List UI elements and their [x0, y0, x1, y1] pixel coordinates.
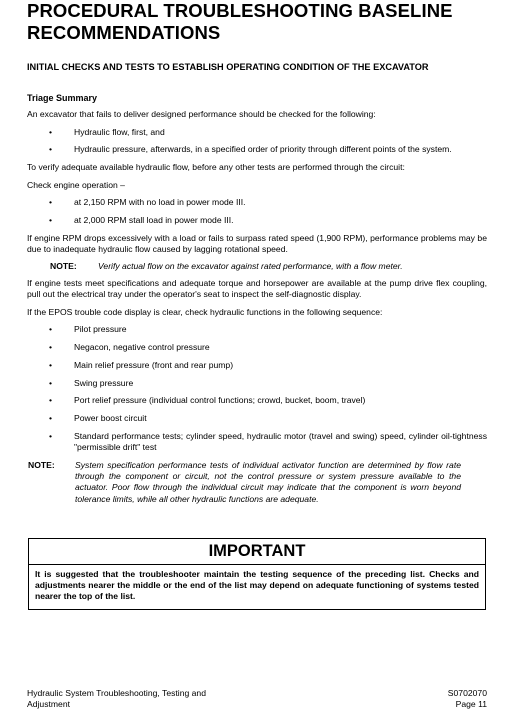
bullet-icon: • — [49, 430, 53, 441]
list-item: • Hydraulic flow, first, and — [49, 126, 165, 137]
bullet-icon: • — [49, 341, 53, 352]
note-performance-tests — [27, 460, 487, 505]
bullet-icon: • — [49, 126, 53, 137]
section-subheading: INITIAL CHECKS AND TESTS TO ESTABLISH OPERATING CONDITION OF THE EXCAVATOR — [27, 62, 429, 72]
list-item: • Negacon, negative control pressure — [49, 341, 210, 352]
triage-heading: Triage Summary — [27, 93, 98, 103]
footer-title-line: Hydraulic System Troubleshooting, Testing and — [27, 688, 206, 698]
list-item: • Main relief pressure (front and rear pump) — [49, 359, 234, 370]
bullet-icon: • — [49, 395, 53, 406]
bullet-icon: • — [49, 413, 53, 424]
footer-doc-code: S0702070 — [447, 688, 487, 698]
list-item: • Pilot pressure — [49, 324, 127, 335]
important-heading: IMPORTANT — [29, 539, 485, 565]
list-item: • Hydraulic pressure, afterwards, in a specified order of priority through different points of the system. — [49, 144, 452, 155]
list-item: • Standard performance tests; cylinder speed, hydraulic motor (travel and swing) speed, cylinder oil-tightness "permissible drift" test — [49, 430, 487, 453]
footer-title-line: Adjustment — [27, 699, 70, 709]
list-item: • Port relief pressure (individual control functions; crowd, bucket, boom, travel) — [49, 395, 366, 406]
note-text: System specification performance tests of individual activator function are determined by flow rate through the component or circuit, not the control pressure or system pressure available to the actuator. Poor flow through the individual circuit may indicate that the component is worn beyond tolerance limits, while all other hydraulic functions are adequate. — [75, 459, 461, 504]
note-label: NOTE: — [50, 261, 77, 272]
note-text: Verify actual flow on the excavator against rated performance, with a flow meter. — [98, 261, 403, 272]
bullet-icon: • — [49, 324, 53, 335]
list-item: • at 2,000 RPM stall load in power mode III. — [49, 214, 234, 225]
document-body — [27, 93, 487, 511]
bullet-icon: • — [49, 377, 53, 388]
intro-paragraph: An excavator that fails to deliver designed performance should be checked for the following: — [27, 109, 376, 120]
rpm-drop-paragraph: If engine RPM drops excessively with a load or fails to surpass rated speed (1,900 RPM), performance problems may be due to inadequate hydraulic flow caused by lagging rotational speed. — [27, 232, 487, 254]
sequence-list — [27, 324, 487, 453]
engine-list — [27, 197, 487, 226]
note-flow-meter — [49, 261, 487, 272]
bullet-icon: • — [49, 214, 53, 225]
important-box — [28, 538, 486, 610]
bullet-icon: • — [49, 196, 53, 207]
list-item: • at 2,150 RPM with no load in power mode III. — [49, 196, 246, 207]
important-text: It is suggested that the troubleshooter maintain the testing sequence of the preceding list. Checks and adjustments nearer the middle or the end of the list may depend on adequate functioning of systems tested nearer the top of the list. — [35, 569, 479, 601]
page-title: PROCEDURAL TROUBLESHOOTING BASELINE RECOMMENDATIONS — [27, 0, 453, 43]
footer-page-number: Page 11 — [455, 699, 487, 709]
check-engine-line: Check engine operation – — [27, 179, 125, 190]
note-label: NOTE: — [28, 459, 55, 470]
list-item: • Power boost circuit — [49, 413, 147, 424]
bullet-icon: • — [49, 359, 53, 370]
footer-doc-title — [27, 688, 206, 710]
engine-tests-paragraph: If engine tests meet specifications and adequate torque and horsepower are available at the pump drive flex coupling, pull out the electrical tray under the operator's seat to inspect the self-diagnostic display. — [27, 278, 487, 300]
verify-paragraph: To verify adequate available hydraulic flow, before any other tests are performed through the circuit: — [27, 162, 405, 173]
footer-page-info — [448, 688, 487, 710]
list-item: • Swing pressure — [49, 377, 134, 388]
epos-paragraph: If the EPOS trouble code display is clear, check hydraulic functions in the following sequence: — [27, 306, 383, 317]
check-list — [27, 127, 487, 156]
bullet-icon: • — [49, 144, 53, 155]
